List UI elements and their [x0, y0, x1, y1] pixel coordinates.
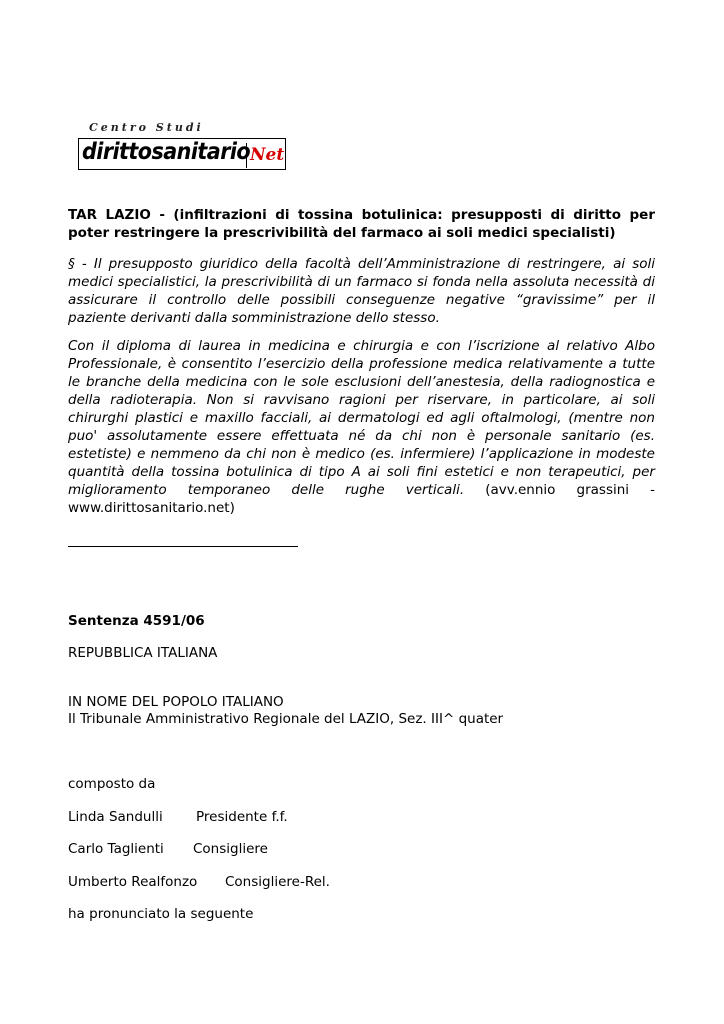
pronunciato-line: ha pronunciato la seguente	[68, 906, 254, 922]
member-name: Carlo Taglienti	[68, 841, 164, 857]
body-text: Con il diploma di laurea in medicina e chirurgia e con l’iscrizione al relativo Albo Professionale, è consentito l’esercizio della professione medica relativamente a tutte le branche della medicina con le sole esclusioni dell’anestesia, della radiognostica e della radioterapia. Non si ravvisano ragioni per riservare, in particolare, ai soli chirurghi plastici e maxillo facciali, ai dermatologi ed agli oftalmologi, (mentre non puo' assolutamente essere effettuata né da chi non è personale sanitario (es. estetiste) e nemmeno da chi non è medico (es. infermiere) l’applicazione in modeste quantità della tossina botulinica di tipo A ai soli fini estetici e non terapeutici, per miglioramento temporaneo delle rughe verticali.	[68, 338, 655, 498]
composto-line: composto da	[68, 776, 156, 792]
document-title: TAR LAZIO - (infiltrazioni di tossina botulinica: presupposti di diritto per poter restringere la prescrivibilità del farmaco ai soli medici specialisti)	[68, 207, 655, 241]
author-credit: (avv.ennio grassini - www.dirittosanitario.net)	[68, 482, 656, 516]
summary-paragraph: § - Il presupposto giuridico della facoltà dell’Amministrazione di restringere, ai soli medici specialistici, la prescrivibilità di un farmaco si fonda nella assoluta necessità di assicurare il controllo delle possibili conseguenze negative “gravissime” per il paziente derivanti dalla somministrazione dello stesso.	[68, 256, 655, 326]
logo-net: Net	[250, 145, 285, 165]
sentenza-heading: Sentenza 4591/06	[68, 613, 205, 629]
member-role: Presidente f.f.	[196, 809, 288, 825]
member-row	[68, 873, 330, 891]
separator-line	[68, 546, 298, 547]
member-role: Consigliere-Rel.	[225, 874, 330, 890]
member-name: Umberto Realfonzo	[68, 874, 198, 890]
member-row	[68, 840, 268, 858]
logo	[78, 121, 300, 171]
body-paragraph	[68, 337, 655, 517]
logo-brand: dirittosanitario	[82, 139, 251, 165]
member-row	[68, 808, 288, 826]
member-name: Linda Sandulli	[68, 809, 163, 825]
nome-popolo-line: IN NOME DEL POPOLO ITALIANO	[68, 694, 284, 710]
repubblica-line: REPUBBLICA ITALIANA	[68, 645, 218, 661]
logo-kicker: Centro Studi	[89, 121, 204, 134]
member-role: Consigliere	[193, 841, 268, 857]
tribunale-line: Il Tribunale Amministrativo Regionale del LAZIO, Sez. III^ quater	[68, 711, 504, 727]
